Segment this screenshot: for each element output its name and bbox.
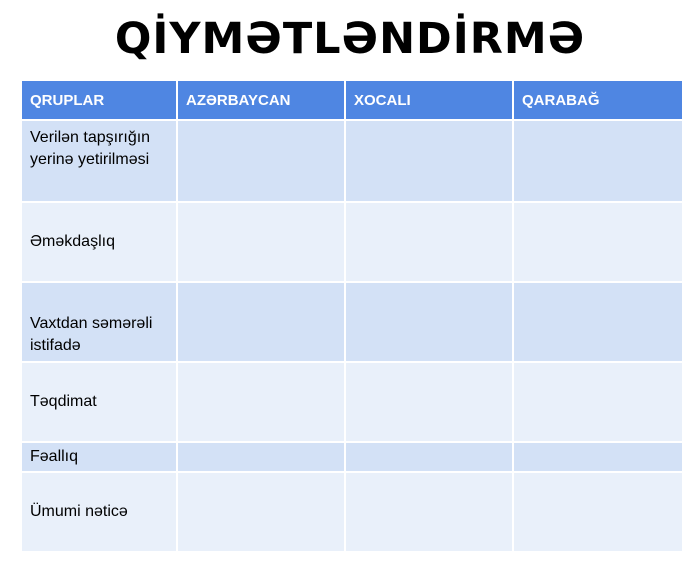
score-cell[interactable]	[178, 121, 344, 201]
column-header-karabakh: QARABAĞ	[514, 81, 682, 119]
row-label: Vaxtdan səmərəli istifadə	[22, 283, 176, 361]
score-cell[interactable]	[178, 443, 344, 471]
score-cell[interactable]	[346, 121, 512, 201]
page-title: QİYMƏTLƏNDİRMƏ	[114, 14, 586, 64]
column-header-groups: QRUPLAR	[22, 81, 176, 119]
row-label: Fəallıq	[22, 443, 176, 471]
score-cell[interactable]	[514, 283, 682, 361]
score-cell[interactable]	[178, 363, 344, 441]
score-cell[interactable]	[346, 473, 512, 551]
row-label: Əməkdaşlıq	[22, 203, 176, 281]
table-row	[22, 363, 682, 441]
score-cell[interactable]	[178, 283, 344, 361]
row-label: Verilən tapşırığın yerinə yetirilməsi	[22, 121, 176, 201]
table-row	[22, 473, 682, 551]
row-label: Ümumi nəticə	[22, 473, 176, 551]
score-cell[interactable]	[514, 443, 682, 471]
score-cell[interactable]	[346, 443, 512, 471]
table-row	[22, 283, 682, 361]
header-row	[22, 81, 682, 119]
score-cell[interactable]	[346, 203, 512, 281]
score-cell[interactable]	[514, 203, 682, 281]
evaluation-table	[20, 79, 684, 553]
table-row	[22, 203, 682, 281]
table-row	[22, 443, 682, 471]
score-cell[interactable]	[514, 363, 682, 441]
score-cell[interactable]	[346, 363, 512, 441]
column-header-khojaly: XOCALI	[346, 81, 512, 119]
table-row	[22, 121, 682, 201]
score-cell[interactable]	[178, 473, 344, 551]
score-cell[interactable]	[178, 203, 344, 281]
row-label: Təqdimat	[22, 363, 176, 441]
score-cell[interactable]	[514, 121, 682, 201]
column-header-azerbaijan: AZƏRBAYCAN	[178, 81, 344, 119]
score-cell[interactable]	[346, 283, 512, 361]
score-cell[interactable]	[514, 473, 682, 551]
